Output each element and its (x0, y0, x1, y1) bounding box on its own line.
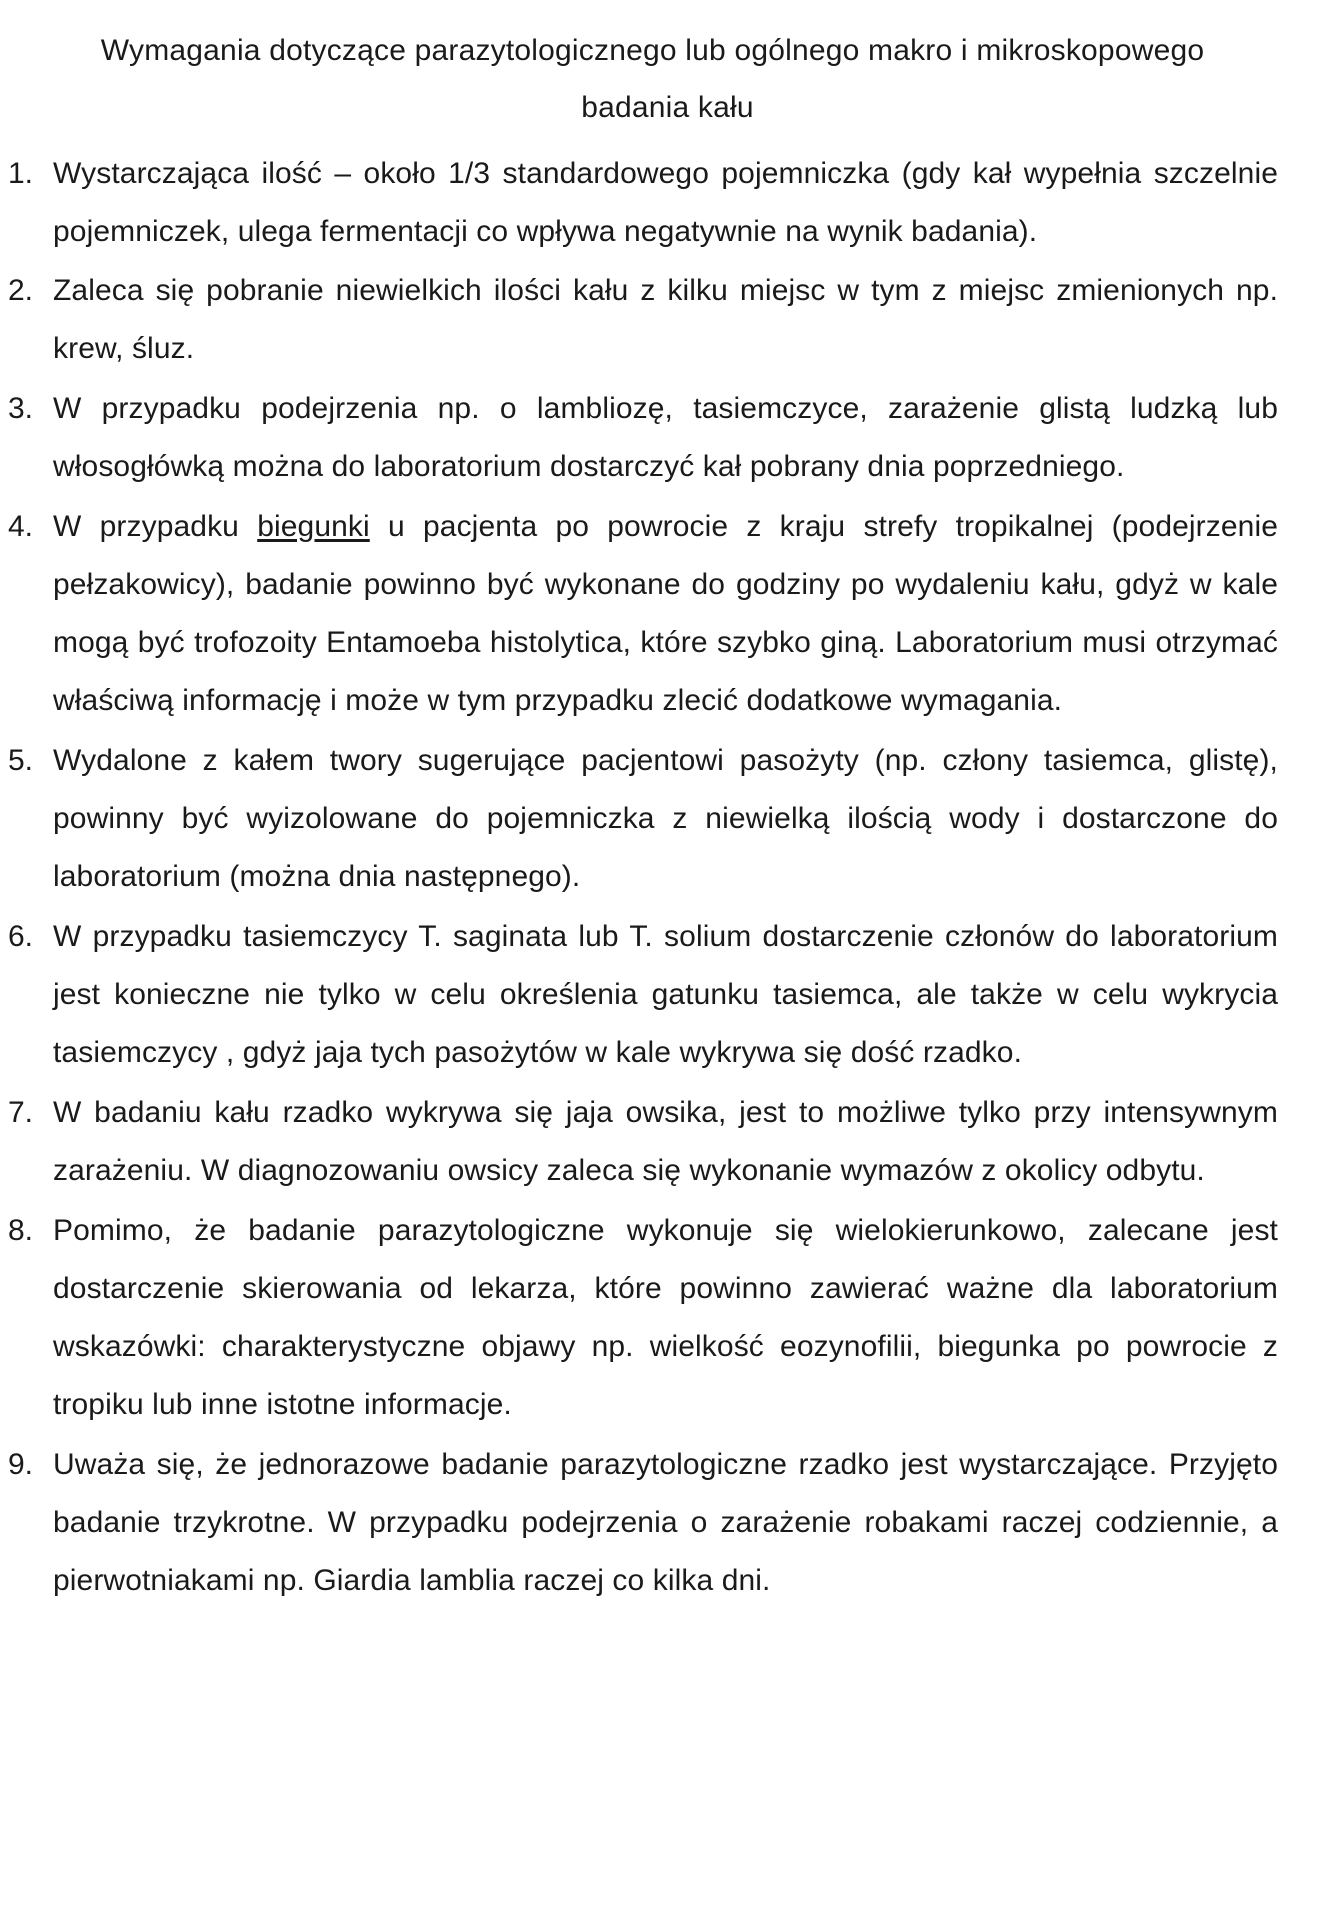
item-text: Uważa się, że jednorazowe badanie parazytologiczne rzadko jest wystarczające. Przyjęto badanie trzykrotne. W przypadku podejrzenia o zarażenie robakami raczej codziennie, a pierwotniakami np. Giardia lamblia raczej co kilka dni. (53, 1448, 1278, 1597)
list-item (0, 262, 1325, 378)
list-item (0, 145, 1325, 261)
item-number: 4. (8, 510, 34, 543)
item-text: W przypadku podejrzenia np. o lambliozę, tasiemczyce, zarażenie glistą ludzką lub włosogłówką można do laboratorium dostarczyć kał pobrany dnia poprzedniego. (53, 392, 1278, 483)
document-title-line-1: Wymagania dotyczące parazytologicznego lub ogólnego makro i mikroskopowego (100, 34, 1205, 67)
requirements-list (0, 145, 1325, 1610)
list-item (0, 1202, 1325, 1434)
list-item (0, 1436, 1325, 1610)
item-text: W badaniu kału rzadko wykrywa się jaja owsika, jest to możliwe tylko przy intensywnym zarażeniu. W diagnozowaniu owsicy zaleca się wykonanie wymazów z okolicy odbytu. (53, 1096, 1278, 1187)
item-number: 7. (8, 1096, 34, 1129)
list-item (0, 1084, 1325, 1200)
list-item (0, 380, 1325, 496)
item-number: 1. (8, 157, 34, 190)
item-text: Wydalone z kałem twory sugerujące pacjentowi pasożyty (np. człony tasiemca, glistę), powinny być wyizolowane do pojemniczka z niewielką ilością wody i dostarczone do laboratorium (można dnia następnego). (53, 744, 1278, 893)
item-text: W przypadku tasiemczycy T. saginata lub T. solium dostarczenie członów do laboratorium jest konieczne nie tylko w celu określenia gatunku tasiemca, ale także w celu wykrycia tasiemczycy , gdyż jaja tych pasożytów w kale wykrywa się dość rzadko. (53, 920, 1278, 1069)
item-text: Zaleca się pobranie niewielkich ilości kału z kilku miejsc w tym z miejsc zmienionych np. krew, śluz. (53, 274, 1278, 365)
list-item (0, 498, 1325, 730)
document-title-line-2: badania kału (581, 91, 754, 124)
item-text: Wystarczająca ilość – około 1/3 standardowego pojemniczka (gdy kał wypełnia szczelnie pojemniczek, ulega fermentacji co wpływa negatywnie na wynik badania). (53, 157, 1278, 248)
item-number: 6. (8, 920, 34, 953)
item-text-segment: u pacjenta po powrocie z kraju strefy tropikalnej (podejrzenie pełzakowicy), badanie powinno być wykonane do godziny po wydaleniu kału, gdyż w kale mogą być trofozoity Entamoeba histolytica, które szybko giną. Laboratorium musi otrzymać właściwą informację i może w tym przypadku zlecić dodatkowe wymagania. (53, 510, 1278, 717)
item-number: 2. (8, 274, 34, 307)
list-item (0, 732, 1325, 906)
item-number: 8. (8, 1214, 34, 1247)
item-text-segment: W przypadku (53, 510, 258, 543)
item-number: 3. (8, 392, 34, 425)
item-number: 5. (8, 744, 34, 777)
underlined-word: biegunki (257, 510, 370, 543)
list-item (0, 908, 1325, 1082)
item-text (53, 498, 1278, 730)
item-text: Pomimo, że badanie parazytologiczne wykonuje się wielokierunkowo, zalecane jest dostarczenie skierowania od lekarza, które powinno zawierać ważne dla laboratorium wskazówki: charakterystyczne objawy np. wielkość eozynofilii, biegunka po powrocie z tropiku lub inne istotne informacje. (53, 1214, 1278, 1421)
item-number: 9. (8, 1448, 34, 1481)
